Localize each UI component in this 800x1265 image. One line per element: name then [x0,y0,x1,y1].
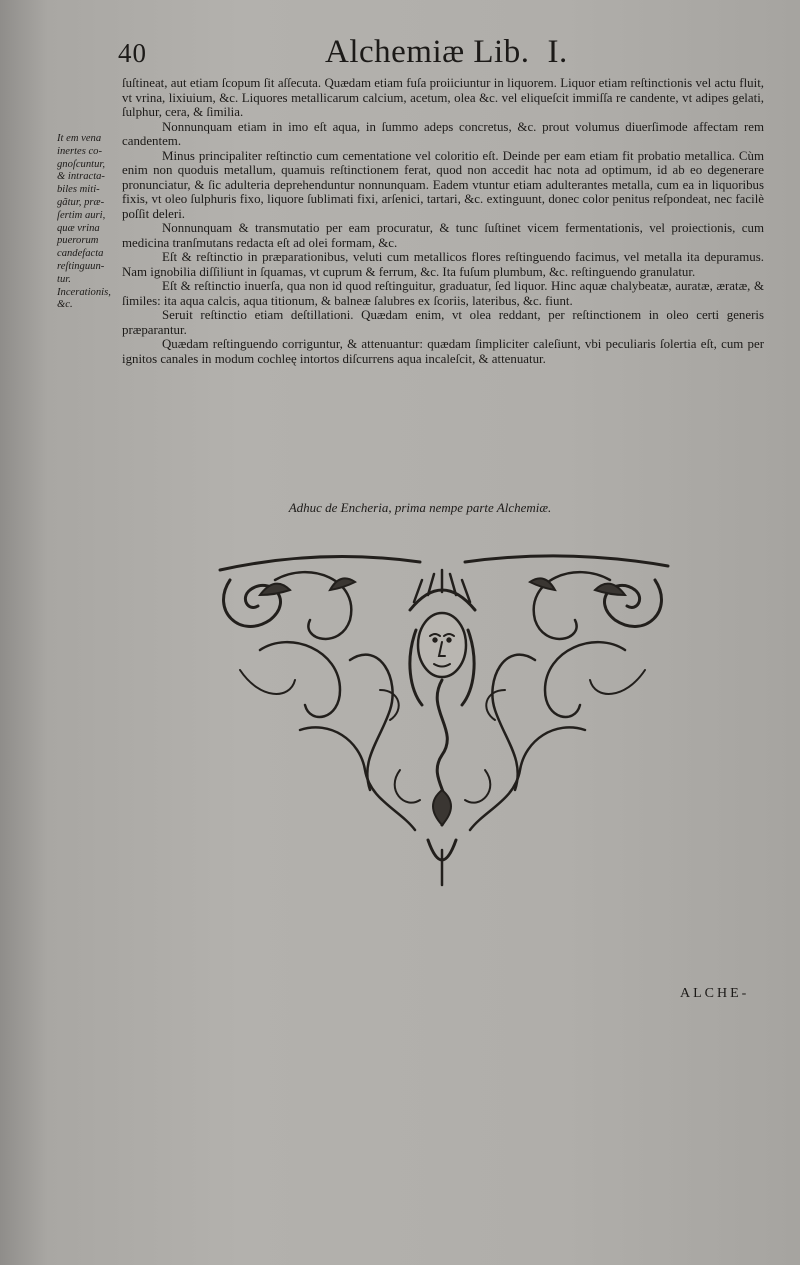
woodcut-ornament-mask-icon [200,540,685,890]
margin-note [57,133,127,312]
running-head-title: Alchemiæ Lib. [325,34,530,70]
margin-note-line: candefacta [57,248,104,260]
margin-note-line: &c. [57,299,73,311]
catchword: ALCHE- [680,986,750,1001]
paragraph: Nonnunquam & transmutatio per eam procuratur, & tunc ſuſtinet vicem fermentationis, vel proiectionis, cum medicina tranſmutans redacta eſt ad olei formam, &c. [122,221,764,250]
page-header [0,34,800,74]
margin-note-line: biles miti- [57,184,100,196]
paragraph: Eſt & reſtinctio in præparationibus, veluti cum metallicos flores reſtinguendo facimus, vel metalla ita depuramus. Nam ignobilia diſſiliunt in ſquamas, vt cuprum & ferrum, &c. Ita fuſum plumbum, &c. reſtinguendo granulatur. [122,250,764,279]
margin-note-line: quæ vrina [57,222,100,234]
margin-note-line: ſertim auri, [57,209,106,221]
book-number: I. [547,34,568,70]
margin-note-line: It em vena [57,133,102,144]
margin-note-line: gãtur, præ- [57,196,105,208]
section-heading: Adhuc de Encheria, prima nempe parte Alchemiæ. [288,500,552,515]
margin-note-line: tur. [57,273,71,285]
margin-note-line: inertes co- [57,145,103,157]
margin-note-line: gnoſcuntur, [57,158,105,170]
paragraph: ſuſtineat, aut etiam ſcopum ſit aſſecuta. Quædam etiam fuſa proiiciuntur in liquorem. Liquor etiam reſtinctionis vel actu fluit, vt vrina, lixiuium, &c. Liquores metallicarum calcium, acetum, olea &c. vel eliqueſcit immiſſa re candente, vt adipes gelati, ſulphur, cera, & ſimilia. [122,76,764,119]
margin-note-line: reſtinguun- [57,260,105,272]
paragraph: Seruit reſtinctio etiam deſtillationi. Quædam enim, vt olea reddant, per reſtinctionem in oleo certi generis præparantur. [122,308,764,337]
margin-note-line: Incerationis, [57,286,111,298]
page-number: 40 [118,38,147,68]
running-head [325,34,568,71]
margin-note-line: & intracta- [57,171,105,183]
paragraph: Minus principaliter reſtinctio cum cementatione vel coloritio eſt. Deinde per eam etiam fit probatio metallica. Cùm enim non quoduis metallum, quamuis reſtinctionem ferat, quod non accedit hac nota ad optimum, id ab eo degenerare pronunciatur, & ſic adulteria deprehenduntur nonnunquam. Eadem vtuntur etiam adulterantes metalla, cum ea in liquoribus fixis, vt oleo ſulphuris fixo, liquore ſublimati fixi, arſenici, tartari, &c. extinguunt, donec color penitus reſpondeat, nec facilè poſſit deleri. [122,148,764,221]
paragraph: Eſt & reſtinctio inuerſa, qua non id quod reſtinguitur, graduatur, ſed liquor. Hinc aquæ chalybeatæ, auratæ, æratæ, & ſimiles: ita aqua calcis, aqua titionum, & balneæ ſalubres ex ſcoriis, lateribus, &c. fiunt. [122,279,764,308]
paragraph: Nonnunquam etiam in imo eſt aqua, in ſummo adeps concretus, &c. prout volumus diuerſimode affectam rem candentem. [122,119,764,148]
margin-note-line: puerorum [57,235,99,247]
paragraph: Quædam reſtinguendo corriguntur, & attenuantur: quædam ſimpliciter caleſiunt, vbi peculiaris ſolertia eſt, cum per ignitos canales in modum cochleę intortos diſcurrens aqua incaleſcit, & attenuatur. [122,337,764,366]
body-text [122,76,764,366]
